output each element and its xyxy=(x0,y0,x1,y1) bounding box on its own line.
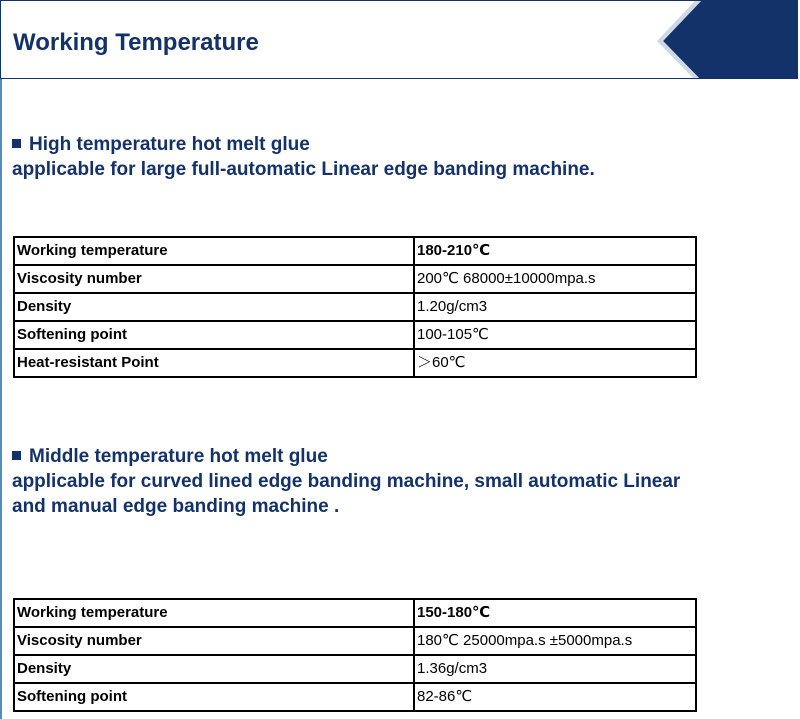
spec-value: 150-180℃ xyxy=(414,599,696,627)
spec-table-middle-temp xyxy=(13,598,697,712)
section-description-line: applicable for large full-automatic Linear edge banding machine. xyxy=(12,159,595,180)
spec-value: 1.20g/cm3 xyxy=(414,293,696,321)
page-header xyxy=(0,0,798,79)
spec-label: Heat-resistant Point xyxy=(14,349,414,377)
table-row xyxy=(14,321,696,349)
table-row xyxy=(14,683,696,711)
spec-label: Working temperature xyxy=(14,599,414,627)
square-bullet-icon xyxy=(12,139,21,148)
spec-label: Softening point xyxy=(14,683,414,711)
table-row xyxy=(14,265,696,293)
table-row xyxy=(14,237,696,265)
spec-value: 180℃ 25000mpa.s ±5000mpa.s xyxy=(414,627,696,655)
spec-value: ＞60℃ xyxy=(414,349,696,377)
table-row xyxy=(14,655,696,683)
spec-label: Density xyxy=(14,655,414,683)
spec-label: Viscosity number xyxy=(14,627,414,655)
spec-table-high-temp xyxy=(13,236,697,378)
header-arrow-decoration xyxy=(637,1,797,79)
spec-label: Viscosity number xyxy=(14,265,414,293)
spec-value: 180-210℃ xyxy=(414,237,696,265)
spec-value: 200℃ 68000±10000mpa.s xyxy=(414,265,696,293)
section-description-line: and manual edge banding machine . xyxy=(12,496,340,517)
table-row xyxy=(14,627,696,655)
section-title-line: Middle temperature hot melt glue xyxy=(12,444,680,469)
section-heading-middle-temp xyxy=(12,444,680,519)
table-row xyxy=(14,349,696,377)
section-heading-high-temp xyxy=(12,132,595,182)
spec-value: 82-86℃ xyxy=(414,683,696,711)
spec-label: Density xyxy=(14,293,414,321)
section-description-line: applicable for curved lined edge banding machine, small automatic Linear xyxy=(12,471,681,492)
table-row xyxy=(14,293,696,321)
page-title: Working Temperature xyxy=(13,29,259,56)
spec-label: Working temperature xyxy=(14,237,414,265)
spec-value: 1.36g/cm3 xyxy=(414,655,696,683)
section-title-line: High temperature hot melt glue xyxy=(12,132,595,157)
spec-value: 100-105℃ xyxy=(414,321,696,349)
left-accent-rule xyxy=(0,79,2,719)
spec-label: Softening point xyxy=(14,321,414,349)
square-bullet-icon xyxy=(12,451,21,460)
table-row xyxy=(14,599,696,627)
